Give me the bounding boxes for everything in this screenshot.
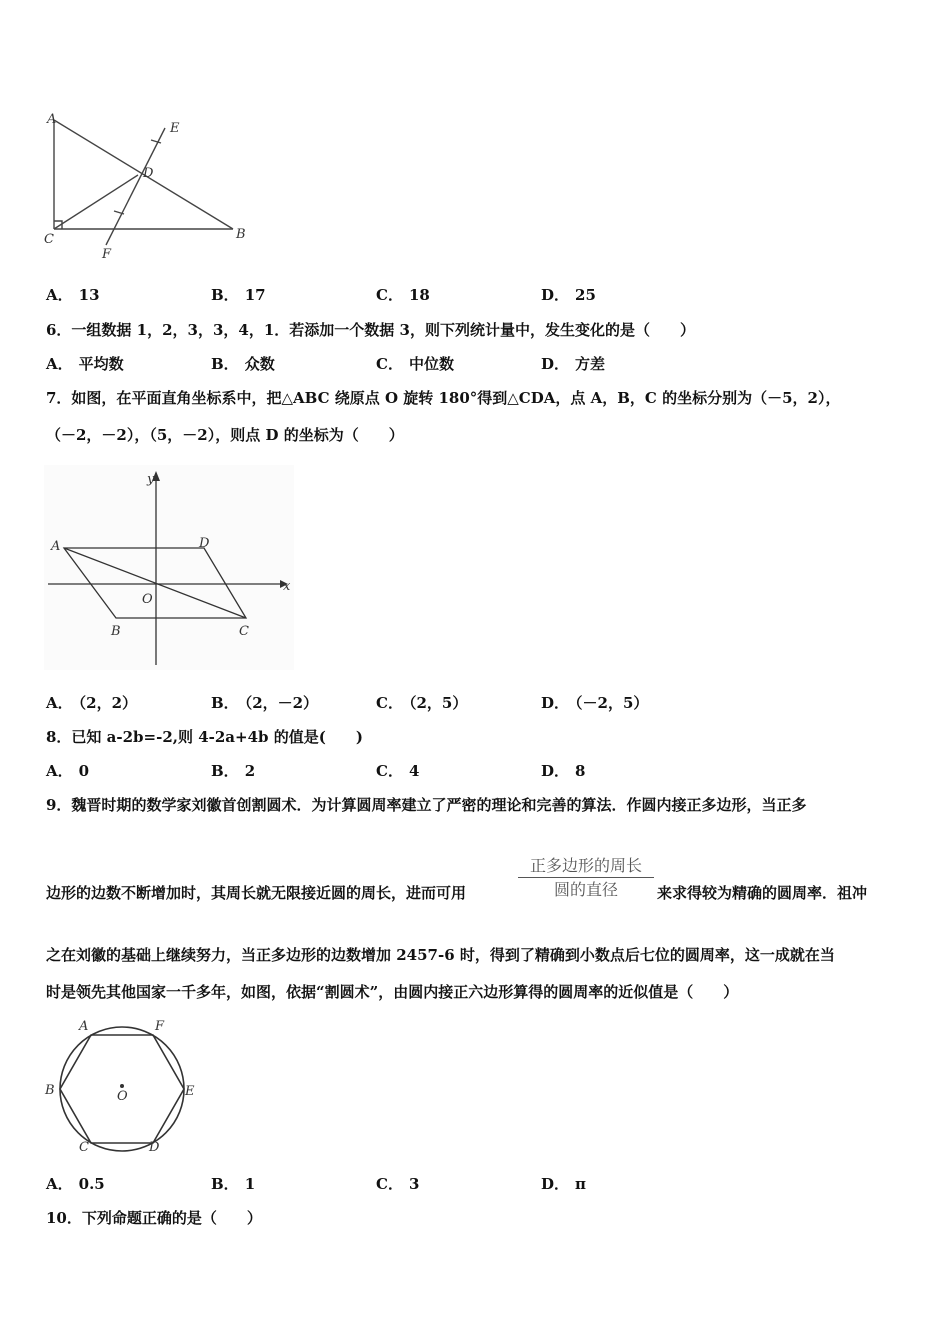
q8-stem: 8．已知 a-2b=-2,则 4-2a+4b 的值是( ) — [46, 728, 363, 746]
label-a: A — [79, 1019, 89, 1034]
q9-option-a[interactable]: A． 0.5 — [46, 1175, 105, 1193]
q9-option-d[interactable]: D． π — [541, 1175, 586, 1193]
pi-fraction — [518, 855, 654, 902]
q10-stem: 10．下列命题正确的是（ ） — [46, 1209, 262, 1227]
q8-option-d[interactable]: D． 8 — [541, 762, 586, 780]
q7-options — [46, 693, 746, 713]
fraction-numerator: 正多边形的周长 — [518, 855, 654, 878]
q5-option-b[interactable]: B． 17 — [211, 286, 266, 304]
q8-option-a[interactable]: A． 0 — [46, 762, 90, 780]
q5-option-a[interactable]: A． 13 — [46, 286, 100, 304]
q6-options — [46, 354, 746, 374]
q6-option-d[interactable]: D． 方差 — [541, 355, 606, 373]
hexagon-circle-figure — [42, 1015, 202, 1155]
q9-option-b[interactable]: B． 1 — [211, 1175, 256, 1193]
q6-stem: 6．一组数据 1，2，3，3，4，1．若添加一个数据 3，则下列统计量中，发生变化的是（ ） — [46, 321, 695, 339]
q9-line3: 之在刘徽的基础上继续努力，当正多边形的边数增加 2457-6 时，得到了精确到小数点后七位的圆周率，这一成就在当 — [46, 946, 835, 964]
label-a: A — [51, 539, 61, 554]
q7-option-b[interactable]: B． （2，－2） — [211, 694, 319, 712]
label-x: x — [283, 579, 291, 594]
q6-option-a[interactable]: A． 平均数 — [46, 355, 124, 373]
coordinate-figure — [44, 465, 294, 670]
q9-line2-before: 边形的边数不断增加时，其周长就无限接近圆的周长，进而可用 — [46, 884, 467, 902]
triangle-figure — [40, 110, 250, 265]
label-b: B — [111, 624, 121, 639]
q6-option-b[interactable]: B． 众数 — [211, 355, 275, 373]
q7-option-c[interactable]: C． （2，5） — [376, 694, 468, 712]
q8-option-c[interactable]: C． 4 — [376, 762, 420, 780]
q9-options — [46, 1174, 746, 1194]
label-e: E — [185, 1084, 195, 1099]
label-y: y — [147, 472, 155, 487]
label-b: B — [45, 1083, 55, 1098]
label-a: A — [47, 112, 57, 127]
fraction-denominator: 圆的直径 — [553, 880, 618, 899]
center-point — [120, 1084, 124, 1088]
q9-line4: 时是领先其他国家一千多年，如图，依据“割圆术”，由圆内接正六边形算得的圆周率的近似值是（ ） — [46, 983, 739, 1001]
label-c: C — [239, 624, 249, 639]
label-e: E — [170, 121, 180, 136]
label-o: O — [117, 1089, 128, 1104]
q5-option-d[interactable]: D． 25 — [541, 286, 596, 304]
q8-options — [46, 761, 746, 781]
label-c: C — [44, 232, 54, 247]
q7-option-d[interactable]: D． （－2，5） — [541, 694, 649, 712]
q9-option-c[interactable]: C． 3 — [376, 1175, 420, 1193]
q5-option-c[interactable]: C． 18 — [376, 286, 430, 304]
q7-stem-line1: 7．如图，在平面直角坐标系中，把△ABC 绕原点 O 旋转 180°得到△CDA，点 A，B，C 的坐标分别为（－5，2）， — [46, 389, 841, 407]
label-d: D — [149, 1140, 160, 1155]
q7-option-a[interactable]: A． （2，2） — [46, 694, 138, 712]
bisector-ef — [106, 128, 165, 245]
q6-option-c[interactable]: C． 中位数 — [376, 355, 454, 373]
q9-line2-after: 来求得较为精确的圆周率．祖冲 — [657, 884, 868, 902]
label-b: B — [236, 227, 246, 242]
q7-stem-line2: （－2，－2），（5，－2），则点 D 的坐标为（ ） — [46, 426, 404, 444]
label-f: F — [102, 247, 112, 262]
label-d: D — [199, 536, 210, 551]
q9-line1: 9．魏晋时期的数学家刘徽首创割圆术．为计算圆周率建立了严密的理论和完善的算法．作圆内接正多边形，当正多 — [46, 796, 807, 814]
label-c: C — [79, 1140, 89, 1155]
label-d: D — [143, 166, 154, 181]
label-f: F — [155, 1019, 165, 1034]
label-o: O — [142, 592, 153, 607]
q8-option-b[interactable]: B． 2 — [211, 762, 256, 780]
segment-cd — [54, 175, 138, 229]
figure-background — [44, 465, 294, 670]
q5-options — [46, 285, 746, 305]
